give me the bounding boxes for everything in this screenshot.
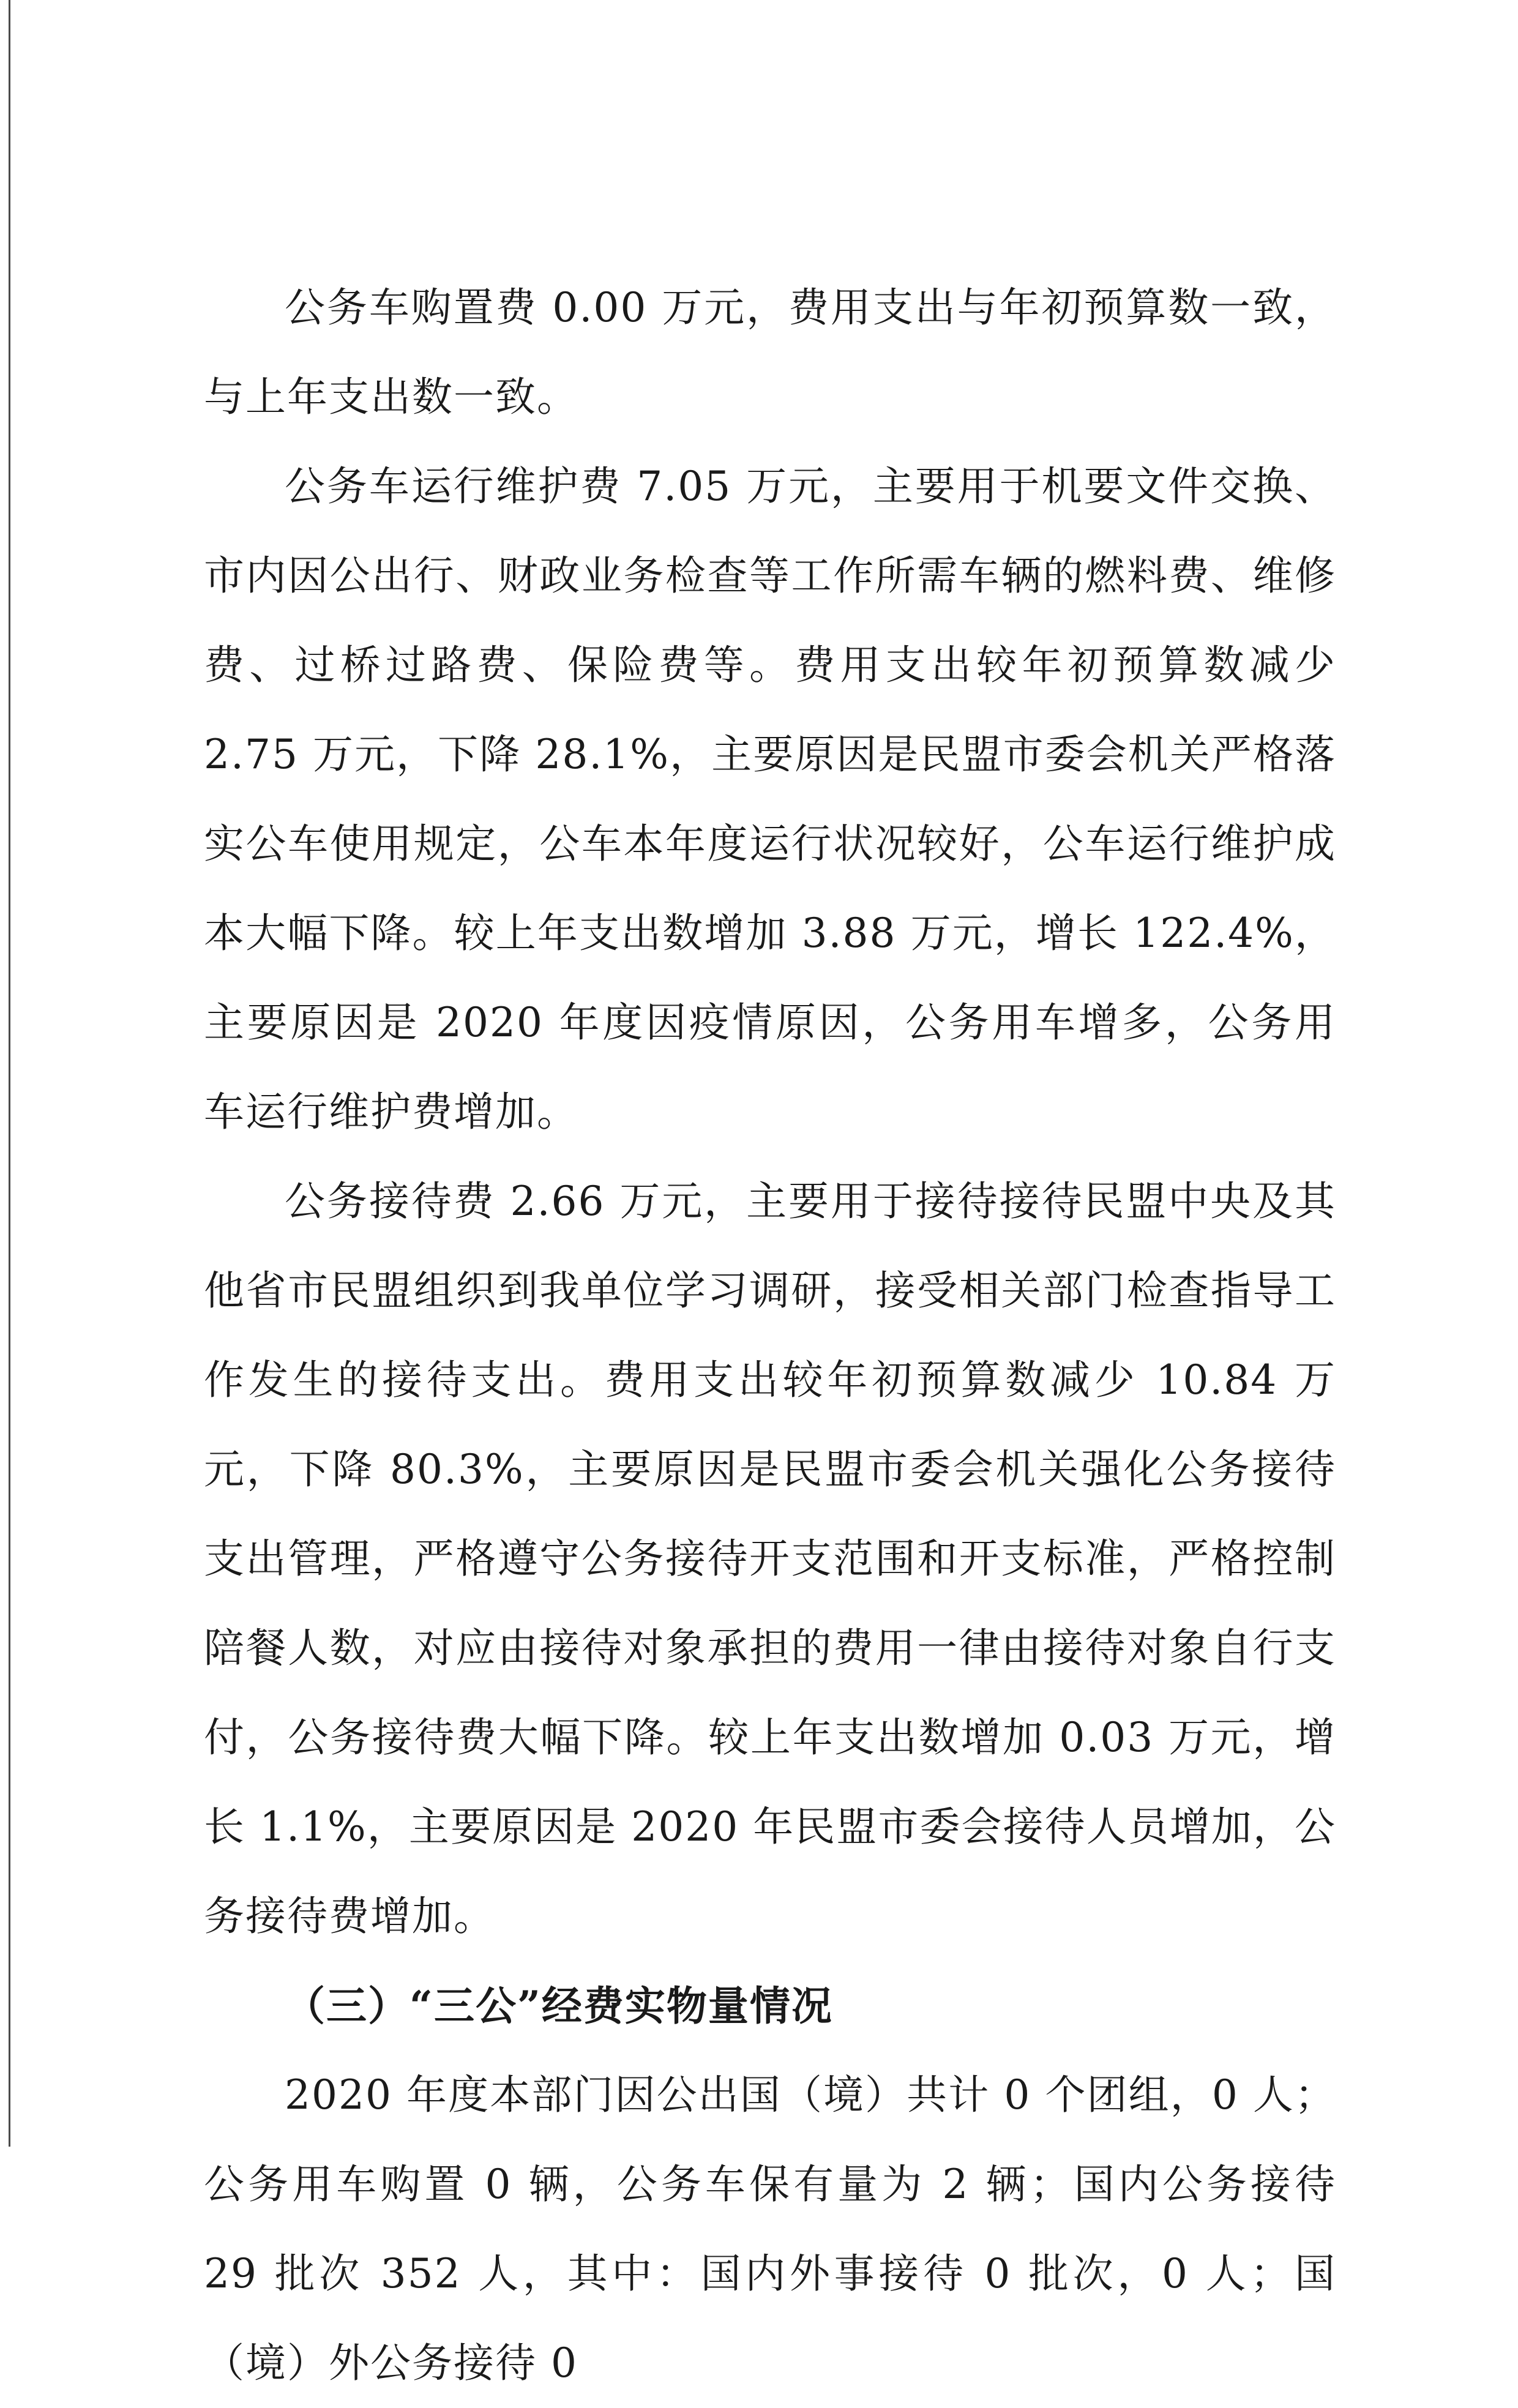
paragraph-vehicle-maintenance: 公务车运行维护费 7.05 万元，主要用于机要文件交换、市内因公出行、财政业务检查等工作所需车辆的燃料费、维修费、过桥过路费、保险费等。费用支出较年初预算数减少 2.75 万元，下降 28.1%，主要原因是民盟市委会机关严格落实公车使用规定，公车本年度运行状况较好，公车运行维护成本大幅下降。较上年支出数增加 3.88 万元，增长 122.4%，主要原因是 2020 年度因疫情原因，公务用车增多，公务用车运行维护费增加。 xyxy=(204,463,1336,1135)
scan-edge-line xyxy=(9,0,10,2147)
paragraph-vehicle-purchase: 公务车购置费 0.00 万元，费用支出与年初预算数一致，与上年支出数一致。 xyxy=(204,284,1336,421)
paragraph-reception-fee: 公务接待费 2.66 万元，主要用于接待接待民盟中央及其他省市民盟组织到我单位学习调研，接受相关部门检查指导工作发生的接待支出。费用支出较年初预算数减少 10.84 万元，下降 80.3%，主要原因是民盟市委会机关强化公务接待支出管理，严格遵守公务接待开支范围和开支标准，严格控制陪餐人数，对应由接待对象承担的费用一律由接待对象自行支付，公务接待费大幅下降。较上年支出数增加 0.03 万元，增长 1.1%，主要原因是 2020 年民盟市委会接待人员增加，公务接待费增加。 xyxy=(204,1178,1336,1940)
document-page xyxy=(204,263,1336,2408)
paragraph-physical-quantity: 2020 年度本部门因公出国（境）共计 0 个团组，0 人；公务用车购置 0 辆，公务车保有量为 2 辆；国内公务接待 29 批次 352 人，其中：国内外事接待 0 批次，0 人；国（境）外公务接待 0 xyxy=(204,2071,1336,2387)
section-heading: （三）“三公”经费实物量情况 xyxy=(285,1982,833,2030)
